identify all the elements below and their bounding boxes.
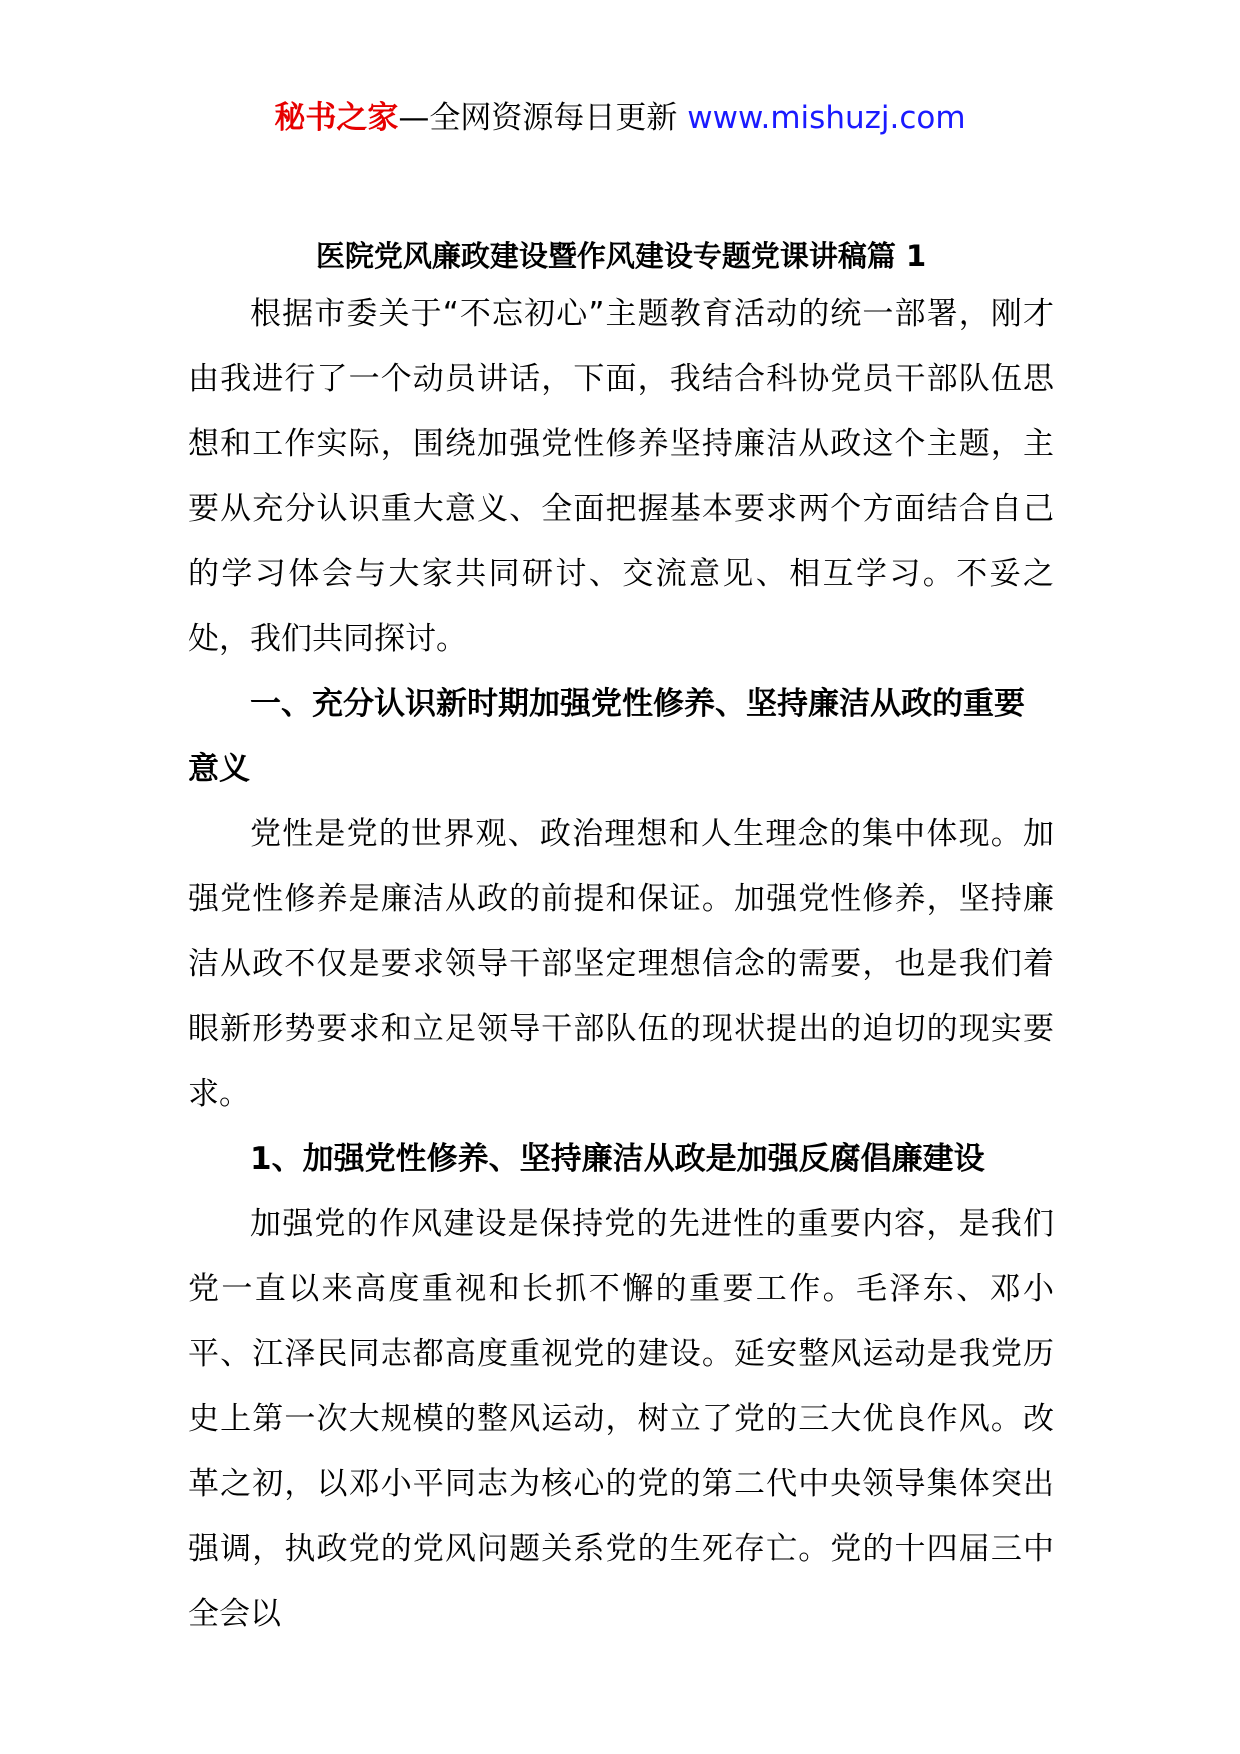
site-brand: 秘书之家 — [274, 100, 399, 136]
site-url-link[interactable]: www.mishuzj.com — [687, 100, 966, 136]
document-body — [188, 234, 1054, 1647]
section-paragraph-1: 党性是党的世界观、政治理想和人生理念的集中体现。加强党性修养是廉洁从政的前提和保证。加强党性修养，坚持廉洁从政不仅是要求领导干部坚定理想信念的需要，也是我们着眼新形势要求和立足领导干部队伍的现状提出的迫切的现实要求。 — [188, 816, 1054, 1112]
document-title: 医院党风廉政建设暨作风建设专题党课讲稿篇 1 — [315, 239, 927, 273]
site-header — [0, 96, 1240, 140]
subsection-heading-1: 1、加强党性修养、坚持廉洁从政是加强反腐倡廉建设 — [250, 1141, 985, 1177]
intro-paragraph: 根据市委关于“不忘初心”主题教育活动的统一部署，刚才由我进行了一个动员讲话，下面，我结合科协党员干部队伍思想和工作实际，围绕加强党性修养坚持廉洁从政这个主题，主要从充分认识重大意义、全面把握基本要求两个方面结合自己的学习体会与大家共同研讨、交流意见、相互学习。不妥之处，我们共同探讨。 — [188, 296, 1054, 657]
site-slogan: —全网资源每日更新 — [398, 100, 678, 136]
section-heading-1: 一、充分认识新时期加强党性修养、坚持廉洁从政的重要意义 — [188, 686, 1025, 787]
subsection-paragraph-1: 加强党的作风建设是保持党的先进性的重要内容，是我们党一直以来高度重视和长抓不懈的重要工作。毛泽东、邓小平、江泽民同志都高度重视党的建设。延安整风运动是我党历史上第一次大规模的整风运动，树立了党的三大优良作风。改革之初，以邓小平同志为核心的党的第二代中央领导集体突出强调，执政党的党风问题关系党的生死存亡。党的十四届三中全会以 — [188, 1206, 1054, 1632]
